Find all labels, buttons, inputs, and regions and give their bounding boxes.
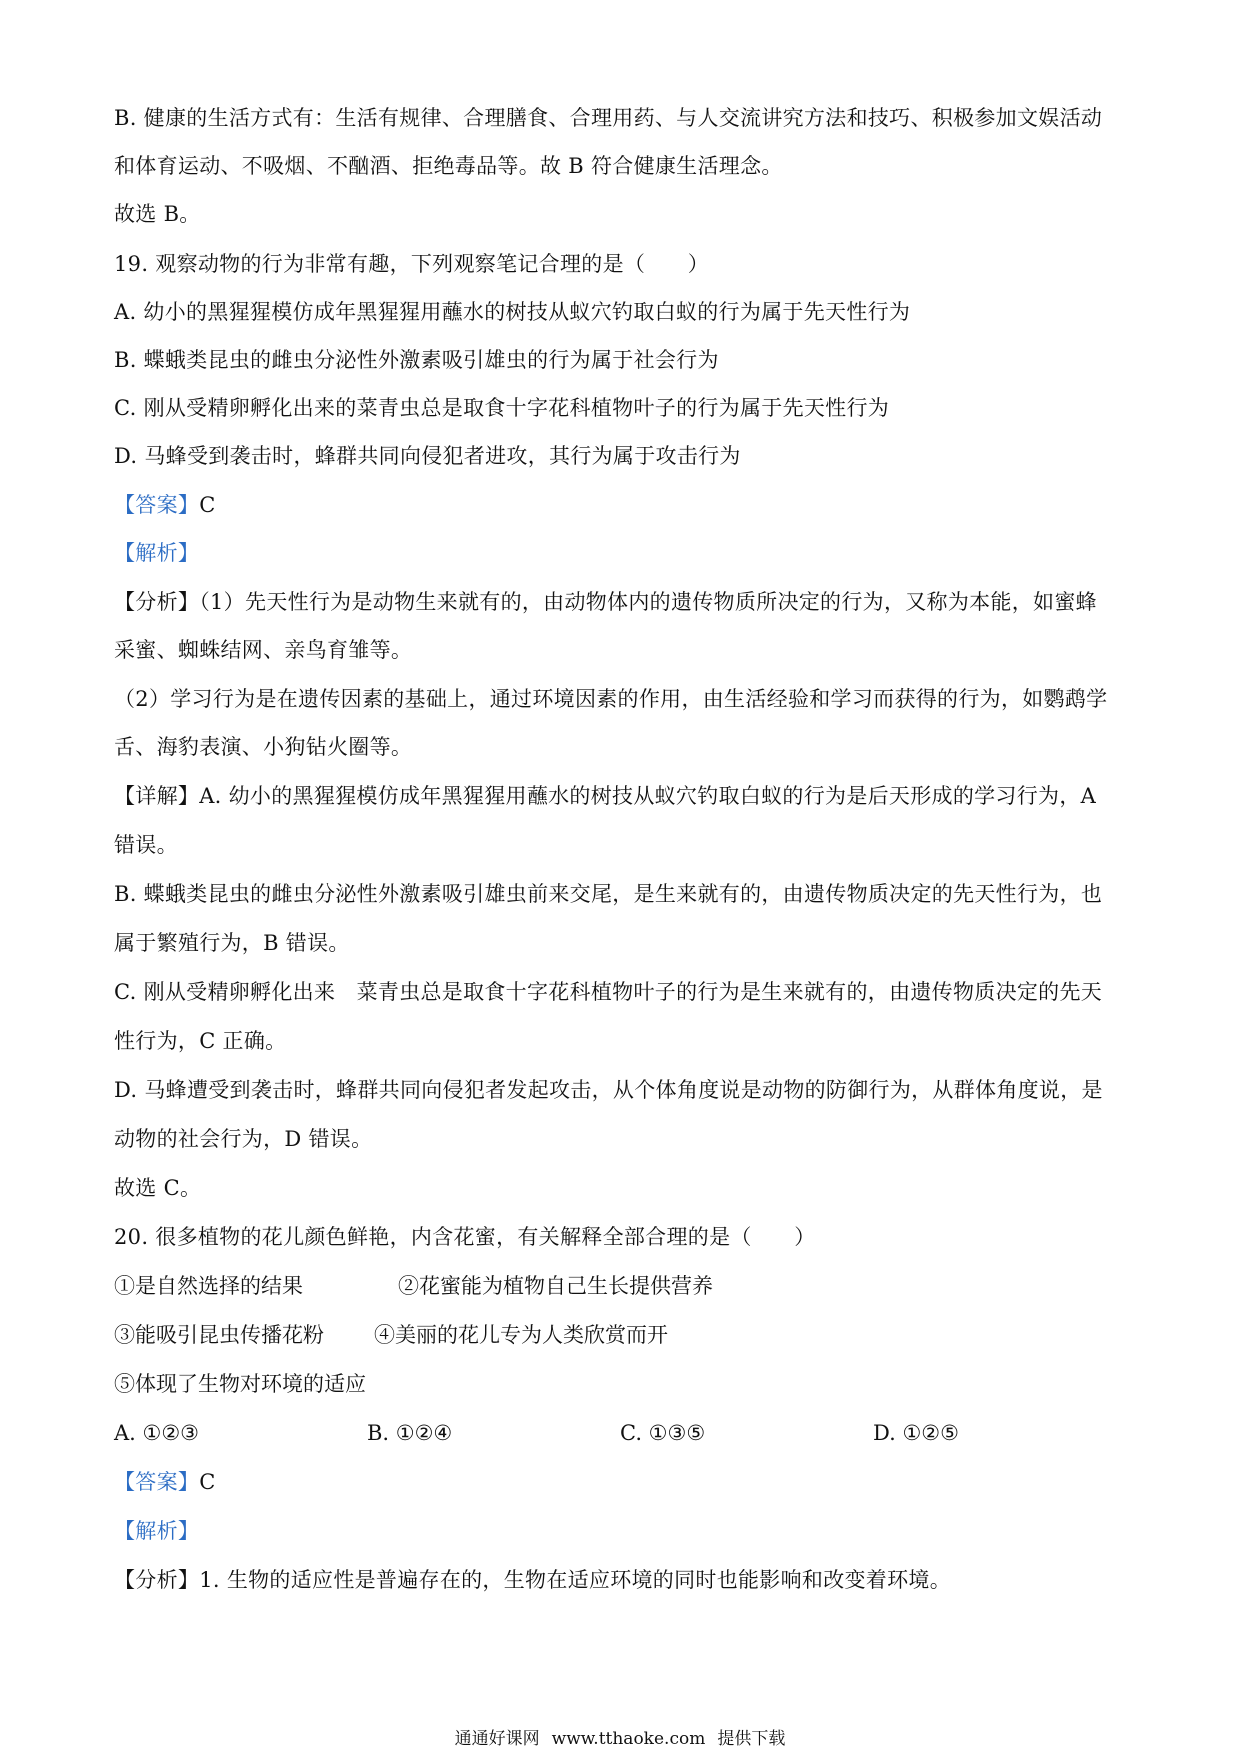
- analysis-label: 【分析】: [114, 590, 200, 614]
- page-footer: [0, 1728, 1240, 1750]
- text-line: 和体育运动、不吸烟、不酗酒、拒绝毒品等。故 B 符合健康生活理念。: [114, 154, 783, 178]
- statement-2: ②花蜜能为植物自己生长提供营养: [398, 1274, 713, 1298]
- question-19-option-d: D. 马蜂受到袭击时，蜂群共同向侵犯者进攻，其行为属于攻击行为: [114, 444, 741, 468]
- text-line: B. 蝶蛾类昆虫的雌虫分泌性外激素吸引雄虫前来交尾，是生来就有的，由遗传物质决定的先天性行为，也: [114, 882, 1103, 906]
- analysis-text: 1. 生物的适应性是普遍存在的，生物在适应环境的同时也能影响和改变着环境。: [199, 1568, 952, 1592]
- question-20-option-a: A. ①②③: [114, 1421, 199, 1445]
- question-20-option-d: D. ①②⑤: [873, 1421, 959, 1445]
- analysis-text: （1）先天性行为是动物生来就有的，由动物体内的遗传物质所决定的行为，又称为本能，如蜜蜂: [199, 590, 1097, 614]
- question-20-option-b: B. ①②④: [367, 1421, 453, 1445]
- question-19-option-c: C. 刚从受精卵孵化出来的菜青虫总是取食十字花科植物叶子的行为属于先天性行为: [114, 396, 890, 420]
- text-line: 动物的社会行为，D 错误。: [114, 1127, 373, 1151]
- text-line: 故选 C。: [114, 1176, 202, 1200]
- text-line: D. 马蜂遭受到袭击时，蜂群共同向侵犯者发起攻击，从个体角度说是动物的防御行为，从群体角度说，是: [114, 1078, 1103, 1102]
- analysis-label: 【分析】: [114, 1568, 200, 1592]
- statement-5: ⑤体现了生物对环境的适应: [114, 1372, 366, 1396]
- text-line: （2）学习行为是在遗传因素的基础上，通过环境因素的作用，由生活经验和学习而获得的行为，如鹦鹉学: [114, 687, 1108, 711]
- answer-value: C: [199, 1470, 216, 1494]
- text-line: 性行为，C 正确。: [114, 1029, 287, 1053]
- question-20: 20. 很多植物的花儿颜色鲜艳，内含花蜜，有关解释全部合理的是（ ）: [114, 1225, 816, 1249]
- analysis-20: [114, 1565, 1134, 1595]
- statement-1: ①是自然选择的结果: [114, 1274, 303, 1298]
- jiexi-label-19: 【解析】: [114, 541, 200, 565]
- text-line: 错误。: [114, 833, 178, 857]
- question-19-option-a: A. 幼小的黑猩猩模仿成年黑猩猩用蘸水的树技从蚁穴钓取白蚁的行为属于先天性行为: [114, 300, 911, 324]
- footer-site: 通通好课网: [454, 1729, 540, 1749]
- text-line: C. 刚从受精卵孵化出来 菜青虫总是取食十字花科植物叶子的行为是生来就有的，由遗传物质决定的先天: [114, 980, 1103, 1004]
- answer-label: 【答案】: [114, 1470, 200, 1494]
- text-line: 故选 B。: [114, 202, 201, 226]
- text-line: B. 健康的生活方式有：生活有规律、合理膳食、合理用药、与人交流讲究方法和技巧、积极参加文娱活动: [114, 106, 1103, 130]
- footer-url: www.tthaoke.com: [551, 1729, 706, 1749]
- text-line: 采蜜、蜘蛛结网、亲鸟育雏等。: [114, 638, 413, 662]
- question-19-option-b: B. 蝶蛾类昆虫的雌虫分泌性外激素吸引雄虫的行为属于社会行为: [114, 348, 719, 372]
- question-20-option-c: C. ①③⑤: [620, 1421, 706, 1445]
- footer-note: 提供下载: [717, 1729, 786, 1749]
- statement-4: ④美丽的花儿专为人类欣赏而开: [374, 1323, 668, 1347]
- jiexi-label-20: 【解析】: [114, 1519, 200, 1543]
- detail-19: [114, 781, 1134, 811]
- text-line: 舌、海豹表演、小狗钻火圈等。: [114, 735, 413, 759]
- answer-19: [114, 490, 1134, 520]
- detail-text: A. 幼小的黑猩猩模仿成年黑猩猩用蘸水的树技从蚁穴钓取白蚁的行为是后天形成的学习行为，A: [199, 784, 1097, 808]
- answer-20: [114, 1467, 1134, 1497]
- analysis-19: [114, 587, 1134, 617]
- answer-value: C: [199, 493, 216, 517]
- detail-label: 【详解】: [114, 784, 200, 808]
- text-line: 属于繁殖行为，B 错误。: [114, 931, 350, 955]
- statement-3: ③能吸引昆虫传播花粉: [114, 1323, 324, 1347]
- question-19: 19. 观察动物的行为非常有趣，下列观察笔记合理的是（ ）: [114, 252, 710, 276]
- answer-label: 【答案】: [114, 493, 200, 517]
